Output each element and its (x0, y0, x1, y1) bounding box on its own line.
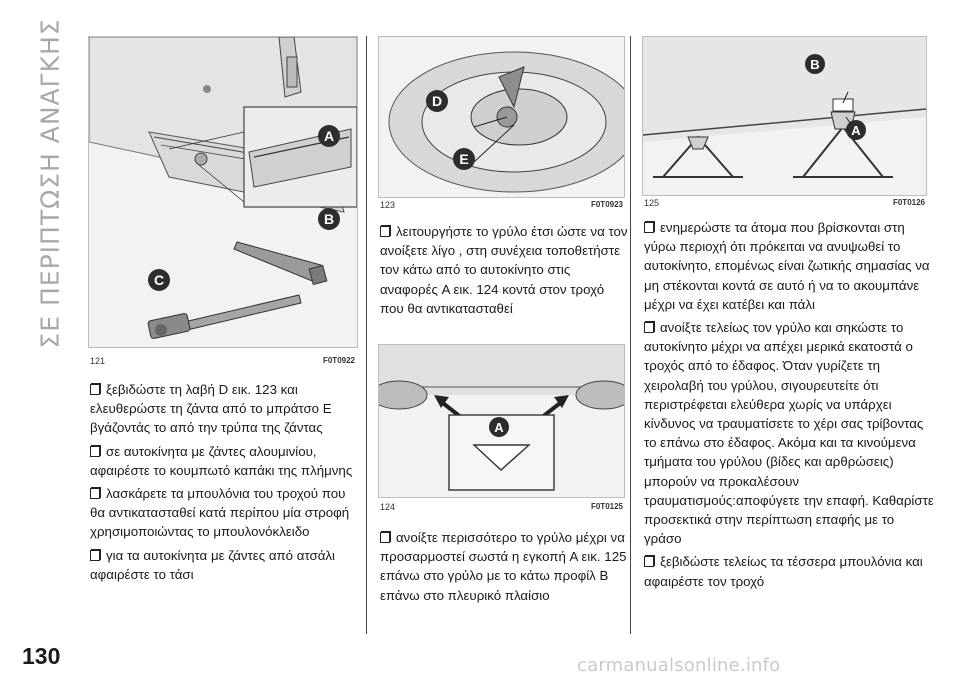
column-3-text (644, 218, 934, 595)
figure-121-label-b: B (323, 211, 335, 227)
figure-121-code: F0T0922 (322, 356, 355, 365)
column-2-text-bottom (380, 528, 628, 609)
figure-123-label-e: E (459, 151, 469, 167)
figure-123-caption (380, 200, 623, 210)
checkbox-icon (380, 532, 390, 543)
figure-121 (88, 36, 358, 348)
figure-125-code: F0T0126 (892, 198, 925, 207)
checkbox-icon (644, 556, 654, 567)
figure-124-caption (380, 502, 623, 512)
instruction-step: ενημερώστε τα άτομα που βρίσκονται στη γύρω περιοχή ότι πρόκειται να ανυψωθεί το αυτοκίνητο, επομένως είναι ζωτικής σημασίας να μη στέκονται κοντά σε αυτό ή να το ακουμπάνε μέχρι να έχει κατέβει και πάλι (644, 220, 930, 312)
column-1-text (90, 380, 360, 588)
figure-121-caption (90, 356, 355, 366)
instruction-step: ανοίξτε περισσότερο το γρύλο μέχρι να προσαρμοστεί σωστά η εγκοπή A εικ. 125 επάνω στο γρύλο με το κάτω προφίλ B επάνω στο πλευρικό πλαίσιο (380, 530, 627, 603)
instruction-step: σε αυτοκίνητα με ζάντες αλουμινίου, αφαιρέστε το κουμπωτό καπάκι της πλήμνης (90, 443, 353, 478)
column-2-text-top (380, 222, 628, 322)
instruction-step: ξεβιδώστε τελείως τα τέσσερα μπουλόνια και αφαιρέστε τον τροχό (644, 554, 923, 589)
figure-125-label-a: A (851, 123, 861, 138)
checkbox-icon (644, 222, 654, 233)
checkbox-icon (90, 488, 100, 499)
figure-124-label-a: A (494, 420, 504, 435)
figure-123-code: F0T0923 (590, 200, 623, 209)
figure-123-number: 123 (380, 200, 396, 210)
instruction-step: λειτουργήστε το γρύλο έτσι ώστε να τον ανοίξετε λίγο , στη συνέχεια τοποθετήστε τον κάτω από το αυτοκίνητο στις αναφορές A εικ. 124 κοντά στον τροχό που θα αντικατασταθεί (380, 224, 628, 316)
instruction-step: ξεβιδώστε τη λαβή D εικ. 123 και ελευθερώστε τη ζάντα από το μπράτσο E βγάζοντάς το από την τρύπα της ζάντας (90, 382, 332, 436)
instruction-step: λασκάρετε τα μπουλόνια του τροχού που θα αντικατασταθεί κατά περίπου μία στροφή χρησιμοποιώντας το μπουλονόκλειδο (90, 486, 350, 540)
figure-125-caption (644, 198, 925, 208)
figure-124-code: F0T0125 (590, 502, 623, 511)
watermark: carmanualsonline.info (577, 655, 781, 676)
figure-123-label-d: D (431, 93, 443, 109)
figure-121-number: 121 (90, 356, 106, 366)
column-divider-2 (630, 36, 631, 634)
figure-125-label-b: B (810, 57, 820, 72)
figure-125-number: 125 (644, 198, 660, 208)
figure-124-number: 124 (380, 502, 396, 512)
instruction-step: για τα αυτοκίνητα με ζάντες από ατσάλι αφαιρέστε το τάσι (90, 547, 336, 582)
section-title: ΣΕ ΠΕΡΙΠΤΩΣΗ ΑΝΑΓΚΗΣ (35, 18, 65, 349)
page-number: 130 (22, 643, 61, 669)
column-divider-1 (366, 36, 367, 634)
checkbox-icon (644, 322, 654, 333)
figure-124 (378, 344, 625, 498)
checkbox-icon (90, 446, 100, 457)
checkbox-icon (90, 550, 100, 561)
figure-125 (642, 36, 927, 196)
figure-121-label-c: C (153, 272, 165, 288)
checkbox-icon (380, 226, 390, 237)
checkbox-icon (90, 384, 100, 395)
instruction-step: ανοίξτε τελείως τον γρύλο και σηκώστε το αυτοκίνητο μέχρι να απέχει μερικά εκατοστά ο τροχός από το έδαφος. Όταν γυρίζετε τη χειρολαβή του γρύλου, σιγουρευτείτε ότι περιστρέφεται ελεύθερα χωρίς να υπάρχει κίνδυνος να τραυματίσετε το χέρι σας τρίβοντας το επάνω στο έδαφος. Ακόμα και τα κινούμενα τμήματα του γρύλου (βίδες και αρθρώσεις) μπορούν να προκαλέσουν τραυματισμούς:αποφύγετε την επαφή. Καθαρίστε προσεκτικά στην περίπτωση επαφής με το γράσο (644, 320, 934, 547)
figure-123 (378, 36, 625, 198)
figure-121-label-a: A (323, 128, 335, 144)
